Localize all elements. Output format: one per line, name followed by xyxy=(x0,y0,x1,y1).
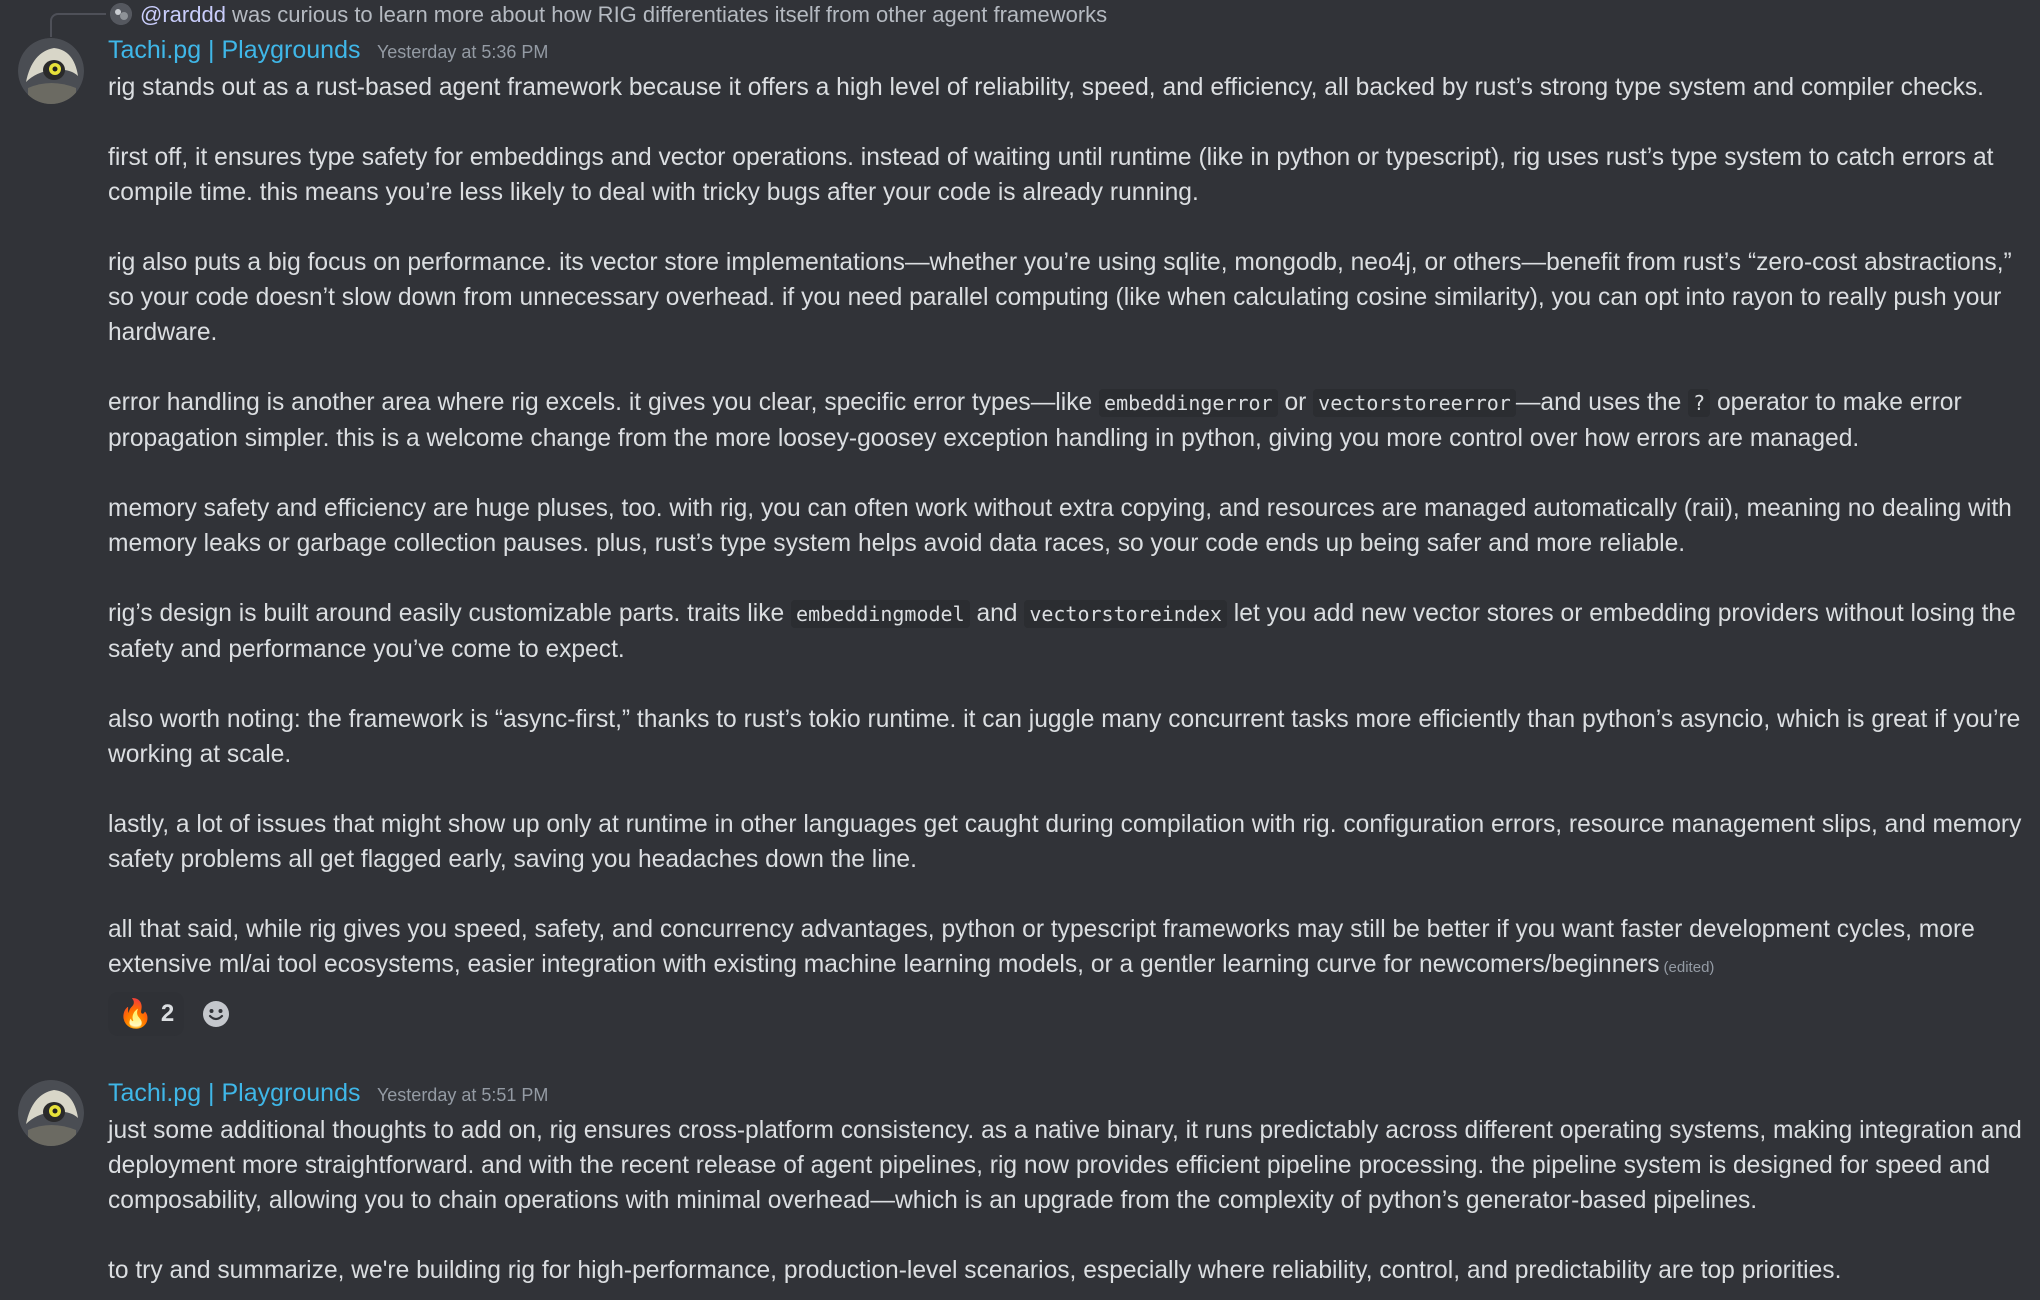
text-run: or xyxy=(1277,389,1314,416)
fire-icon: 🔥 xyxy=(118,998,153,1029)
username[interactable]: Tachi.pg | Playgrounds xyxy=(108,36,361,64)
reactions-bar xyxy=(108,992,238,1036)
reaction-fire[interactable] xyxy=(108,992,184,1036)
timestamp[interactable]: Yesterday at 5:51 PM xyxy=(376,1085,549,1105)
text-run: let you add new vector stores or embedding providers without losing the safety and performance you’ve come to expect. xyxy=(108,600,2016,663)
paragraph: lastly, a lot of issues that might show up only at runtime in other languages get caught during compilation with rig. configuration errors, resource management slips, and memory safety problems all get flagged early, saving you headaches down the line. xyxy=(108,811,2022,873)
message-header xyxy=(108,36,548,65)
inline-code: vectorstoreerror xyxy=(1313,389,1516,417)
reply-preview[interactable] xyxy=(140,2,1107,28)
reply-context[interactable] xyxy=(0,0,2040,30)
message-content xyxy=(108,70,2028,985)
paragraph: rig also puts a big focus on performance. its vector store implementations—whether you’re using sqlite, mongodb, neo4j, or others—benefit from rust’s “zero-cost abstractions,” so your code doesn’t slow down from unnecessary overhead. if you need parallel computing (like when calculating cosine similarity), you can opt into rayon to really push your hardware. xyxy=(108,249,2012,346)
avatar[interactable] xyxy=(18,38,84,104)
timestamp[interactable]: Yesterday at 5:36 PM xyxy=(376,42,549,62)
text-run: —and uses the xyxy=(1515,389,1689,416)
avatar[interactable] xyxy=(18,1080,84,1146)
message-header xyxy=(108,1079,548,1108)
inline-code: vectorstoreindex xyxy=(1024,600,1227,628)
hooded-character-avatar-icon xyxy=(18,1080,84,1146)
text-run: and xyxy=(969,600,1025,627)
paragraph xyxy=(108,385,2028,456)
paragraph: to try and summarize, we're building rig for high-performance, production-level scenarios, especially where reliability, control, and predictability are top priorities. xyxy=(108,1257,1842,1284)
paragraph: rig stands out as a rust-based agent framework because it offers a high level of reliability, speed, and efficiency, all backed by rust’s strong type system and compiler checks. xyxy=(108,74,1985,101)
paragraph xyxy=(108,912,2028,985)
inline-code: embeddingmodel xyxy=(791,600,970,628)
inline-code: embeddingerror xyxy=(1099,389,1278,417)
reaction-count: 2 xyxy=(160,1000,175,1027)
text-run: all that said, while rig gives you speed, safety, and concurrency advantages, python or typescript frameworks may still be better if you want faster development cycles, more extensive ml/ai tool ecosystems, easier integration with existing machine learning models, or a gentler learning curve for newcomers/beginners xyxy=(108,916,1975,978)
username[interactable]: Tachi.pg | Playgrounds xyxy=(108,1079,361,1107)
add-reaction-button[interactable] xyxy=(194,992,238,1036)
paragraph: first off, it ensures type safety for embeddings and vector operations. instead of waiting until runtime (like in python or typescript), rig uses rust’s type system to catch errors at compile time. this means you’re less likely to deal with tricky bugs after your code is already running. xyxy=(108,144,1994,206)
reply-preview-text: was curious to learn more about how RIG differentiates itself from other agent frameworks xyxy=(225,2,1108,27)
hooded-character-avatar-icon xyxy=(18,38,84,104)
paragraph: just some additional thoughts to add on, rig ensures cross-platform consistency. as a native binary, it runs predictably across different operating systems, making integration and deployment more straightforward. and with the recent release of agent pipelines, rig now provides efficient pipeline processing. the pipeline system is designed for speed and composability, allowing you to chain operations with minimal overhead—which is an upgrade from the complexity of python’s generator-based pipelines. xyxy=(108,1117,2022,1214)
paragraph xyxy=(108,596,2028,667)
text-run: error handling is another area where rig excels. it gives you clear, specific error types—like xyxy=(108,389,1100,416)
text-run: rig’s design is built around easily customizable parts. traits like xyxy=(108,600,792,627)
reply-avatar xyxy=(110,3,132,25)
inline-code: ? xyxy=(1688,389,1710,417)
reply-spine xyxy=(50,13,106,37)
edited-label: (edited) xyxy=(1663,959,1715,976)
reply-mention[interactable]: @rarddd xyxy=(140,2,226,27)
text-run: operator to make error propagation simpler. this is a welcome change from the more loosey-goosey exception handling in python, giving you more control over how errors are managed. xyxy=(108,389,1962,452)
message-content xyxy=(108,1113,2028,1288)
paragraph: memory safety and efficiency are huge pluses, too. with rig, you can often work without extra copying, and resources are managed automatically (raii), meaning no dealing with memory leaks or garbage collection pauses. plus, rust’s type system helps avoid data races, so your code ends up being safer and more reliable. xyxy=(108,495,2012,557)
paragraph: also worth noting: the framework is “async-first,” thanks to rust’s tokio runtime. it can juggle many concurrent tasks more efficiently than python’s asyncio, which is great if you’re working at scale. xyxy=(108,706,2021,768)
smiley-add-reaction-icon xyxy=(201,999,231,1029)
